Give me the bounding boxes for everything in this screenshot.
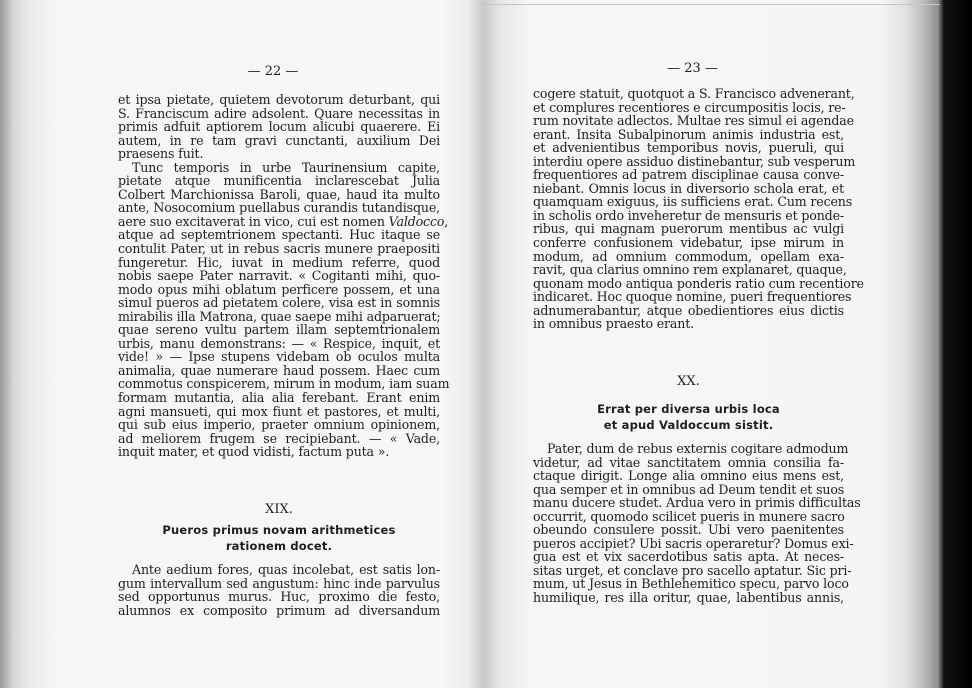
chapter-title-line: rationem docet. [225,538,333,553]
text-block-bottom [118,563,440,617]
text-line: pietate atque munificentia inclarescebat Julia [118,173,440,189]
text-line: praesens fuit. [118,146,204,162]
text-line: et advenientibus temporibus novis, pueruli, qui [533,140,844,156]
text-line: aere suo excitaverat in vico, cui est nomen Valdocco, [118,213,449,229]
text-line: videtur, ad vitae sanctitatem omnia consilia fa- [533,454,844,470]
text-line: gua est et vix sacerdotibus satis apta. At neces- [533,549,844,565]
text-line: Pater, dum de rebus externis cogitare admodum [547,441,849,456]
text-line: erant. Insita Subalpinorum animis industria est, [533,126,844,142]
text-line: qua semper et in omnibus ad Deum tendit et suos [533,481,845,497]
text-line: animalia, quae numerare haud possem. Haec cum [118,362,440,378]
text-line: Ante aedium fores, quas incolebat, est satis lon- [132,562,440,577]
text-line: indicaret. Hoc quoque nomine, pueri frequentiores [533,289,852,305]
text-line: cogere statuit, quotquot a S. Francisco advenerant, [533,86,855,101]
text-line: nobis saepe Pater narravit. « Cogitanti mihi, quo- [118,268,440,284]
text-line: in omnibus praesto erant. [533,316,695,332]
chapter-title-line: Errat per diversa urbis loca [597,402,780,416]
text-line: modo opus mihi oblatum perficere possem, et una [118,281,440,297]
text-line: modum, ad omnium commodum, opellam exa- [533,248,844,264]
text-line: interdiu opere assiduo distinebantur, sub vesperum [533,153,856,169]
text-line: gum intervallum sed angustum: hinc inde parvulus [118,575,440,591]
text-line: et ipsa pietate, quietem devotorum deturbant, qui [118,92,440,107]
text-line: rum novitate adlectos. Multae res simul ei agendae [533,113,854,129]
text-line: ribus, qui magnam puerorum mentibus ac vulgi [533,221,844,237]
page-number: — 23 — [667,61,718,76]
text-line: ctaque dirigit. Longe alia omnino eius mens est, [533,468,844,484]
text-line: commotus conspicerem, mirum in modum, iam suam [118,376,450,392]
chapter-title-line: et apud Valdoccum sistit. [603,417,774,432]
chapter-title [118,523,440,554]
text-line: autem, in re tam gravi cunctanti, auxilium Dei [118,132,440,148]
right-page [533,0,864,688]
text-block-bottom [533,441,861,606]
text-line: vide! » — Ipse stupens videbam ob oculos multa [118,349,440,365]
left-page [118,0,450,688]
text-line: quamquam exiguus, iis sufficiens erat. Cum recens [533,194,853,210]
text-line: Tunc temporis in urbe Taurinensium capite, [132,159,440,175]
text-line: simul pueros ad pietatem colere, visa est in somnis [118,295,440,311]
text-line: ante, Nosocomium puellabus curandis tutandisque, [118,200,440,216]
text-line: conferre confusionem videbatur, ipse mirum in [533,235,844,251]
text-line: fungeretur. Hic, iuvat in medium referre, quod [118,254,440,270]
text-line: primis adfuit aptiorem locum alicubi quaerere. Ei [118,119,440,135]
text-line: sitas urget, et conclave pro sacello aptatur. Sic pri- [533,562,852,578]
text-line: ad meliorem frugem se recipiebant. — « Vade, [118,430,440,446]
chapter-number: XX. [677,374,700,389]
text-line: inquit mater, et quod vidisti, factum puta ». [118,444,390,460]
text-line: S. Franciscum adire adsolent. Quare necessitas in [118,105,440,121]
page-number: — 22 — [247,64,299,79]
text-line: atque ad septemtrionem spectanti. Huc itaque se [118,227,440,243]
text-line: urbis, manu demonstrans: — « Respice, inquit, et [118,335,440,351]
text-line: ravit, qua clarius omnino rem explanaret, quaque, [533,262,847,278]
chapter-number: XIX. [265,502,293,517]
text-line: quonam modo antiqua ponderis ratio cum recentiore [533,275,864,291]
text-line: formam mutantia, alia alia ferebant. Erant enim [118,390,440,406]
text-line: manu ducere studet. Ardua vero in primis difficultas [533,495,861,511]
text-line: agni mansueti, qui mox fiunt et pastores, et multi, [118,403,440,419]
text-line: niebant. Omnis locus in diversorio schola erat, et [533,180,844,196]
text-line: mirabilis illa Matrona, quae saepe mihi adparuerat; [118,308,441,324]
text-line: pueros accipiet? Ubi sacris operaretur? Domus exi- [533,535,854,551]
text-line: occurrit, quomodo scilicet pueris in munere sacro [533,508,845,524]
text-line: adnumerabantur, atque obedientiores eius dictis [533,302,844,318]
text-line: mum, ut Jesus in Bethlehemitico specu, parvo loco [533,576,849,592]
text-line: frequentiores ad patrem disciplinae causa conve- [533,167,844,183]
text-line: sed opportunus murus. Huc, proximo die festo, [118,589,440,605]
text-block-top [118,92,450,460]
text-line: qui sub eius imperio, praeter omnium opinionem, [118,417,440,433]
text-block-top [533,86,864,332]
text-line: quae sereno vultu partem illam septemtrionalem [118,322,440,338]
text-line: contulit Pater, ut in rebus sacris munere praepositi [118,241,440,257]
text-line: Colbert Marchionissa Baroli, quae, haud ita multo [118,186,440,202]
chapter-title-line: Pueros primus novam arithmetices [162,523,396,537]
text-line: et complures recentiores e circumpositis locis, re- [533,99,846,115]
text-line: alumnos ex composito primum ad diversandum [118,602,440,618]
text-line: humilique, res illa oritur, quae, labentibus annis, [533,590,844,606]
text-line: obeundo consulere possit. Ubi vero paenitentes [533,522,844,538]
text-line: in scholis ordo inveheretur de mensuris et ponde- [533,207,844,223]
chapter-title [533,402,844,433]
